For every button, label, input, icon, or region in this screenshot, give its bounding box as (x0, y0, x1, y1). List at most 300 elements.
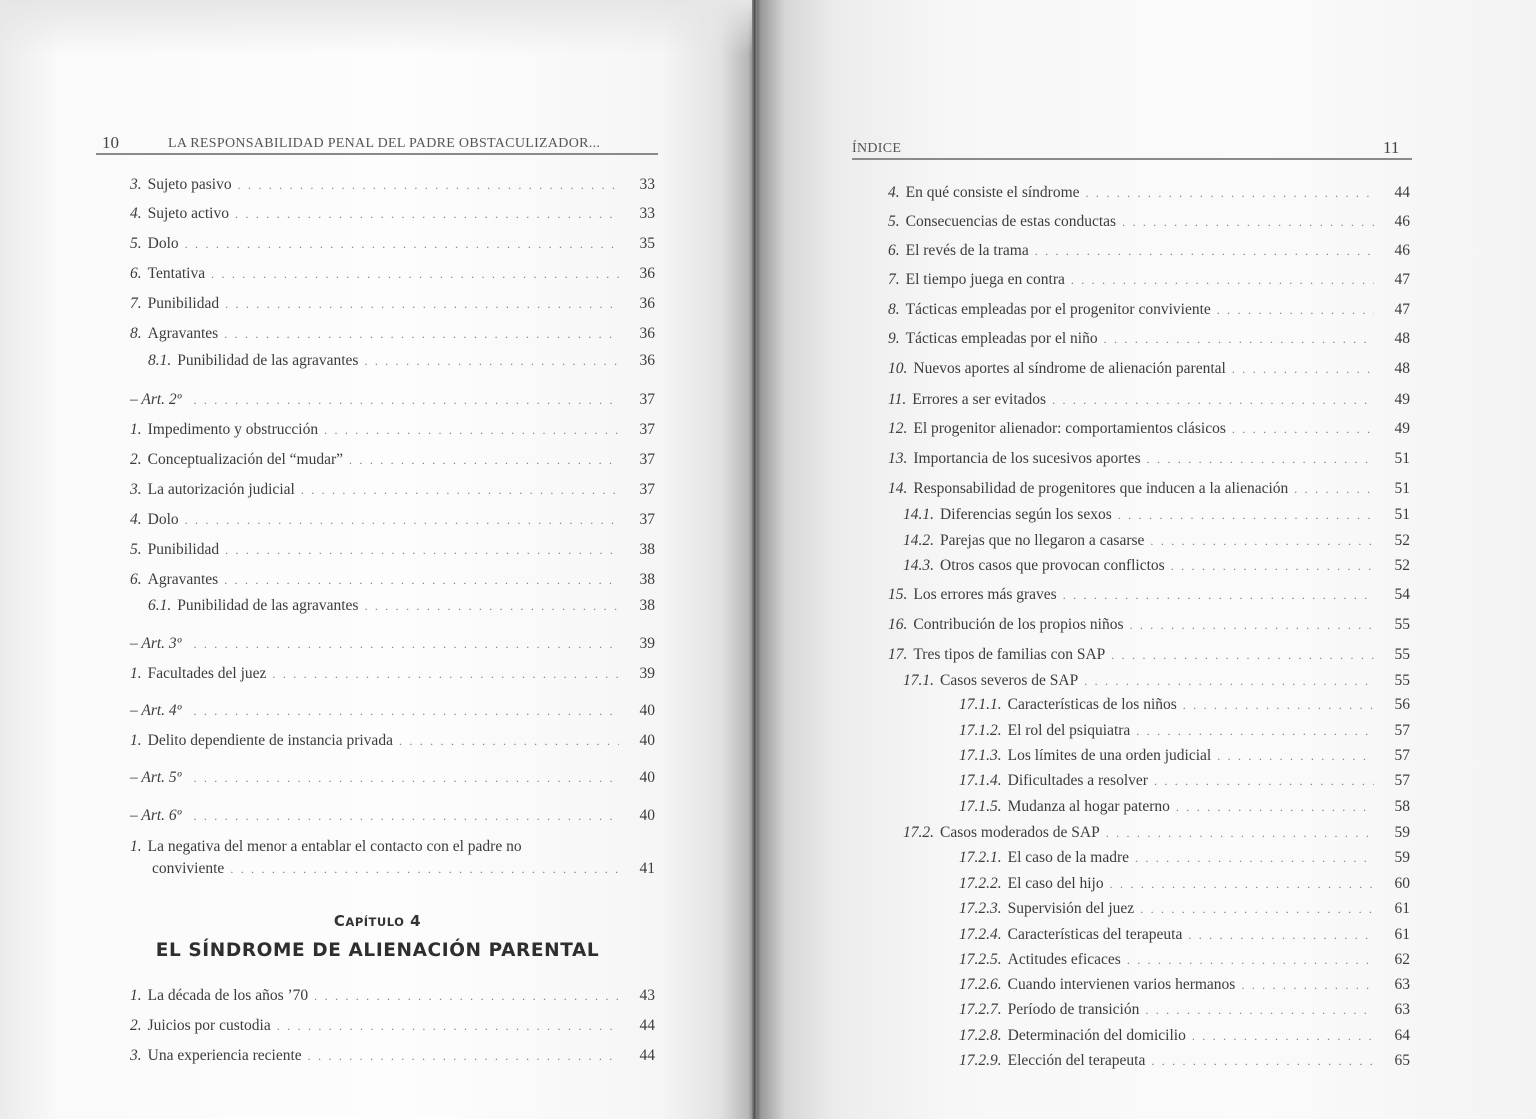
running-head: ÍNDICE (852, 141, 902, 156)
entry-page: 51 (1394, 506, 1410, 523)
entry-label: Parejas que no llegaron a casarse (940, 532, 1145, 549)
entry-number: 1. (130, 732, 142, 749)
scan-shadow (0, 0, 755, 55)
entry-number: 1. (130, 421, 142, 438)
entry-page: 55 (1394, 616, 1410, 633)
entry-page: 61 (1394, 926, 1410, 943)
entry-label: Errores a ser evitados (912, 391, 1047, 408)
leader-dots (193, 771, 619, 786)
toc-entry (959, 875, 1410, 897)
entry-number: 9. (888, 330, 900, 347)
entry-label: Importancia de los sucesivos aportes (913, 450, 1141, 467)
leader-dots (1188, 928, 1374, 943)
toc-entry (130, 665, 655, 687)
entry-label: Dolo (147, 235, 179, 252)
entry-number: 2. (130, 1017, 142, 1034)
entry-label: Diferencias según los sexos (940, 506, 1112, 523)
entry-page: 36 (639, 265, 655, 282)
entry-label: La década de los años ’70 (147, 987, 309, 1004)
entry-number: 17.1.4. (959, 772, 1002, 789)
toc-entry (888, 480, 1410, 502)
entry-page: 57 (1394, 747, 1410, 764)
entry-page: 48 (1394, 360, 1410, 377)
leader-dots (235, 207, 619, 222)
running-head: LA RESPONSABILIDAD PENAL DEL PADRE OBSTACULIZADOR... (168, 136, 601, 151)
entry-page: 46 (1394, 213, 1410, 230)
toc-entry (888, 213, 1410, 235)
entry-number: 11. (888, 391, 907, 408)
leader-dots (1127, 953, 1374, 968)
toc-entry (130, 807, 655, 829)
entry-page: 39 (639, 665, 655, 682)
leader-dots (193, 637, 619, 652)
entry-page: 58 (1394, 798, 1410, 815)
entry-page: 48 (1394, 330, 1410, 347)
toc-entry (130, 176, 655, 198)
toc-entry (888, 242, 1410, 264)
leader-dots (225, 297, 619, 312)
leader-dots (301, 483, 619, 498)
leader-dots (1147, 452, 1374, 467)
left-page (0, 0, 755, 1119)
toc-entry (959, 772, 1410, 794)
toc-entry (130, 295, 655, 317)
toc-entry (959, 900, 1410, 922)
entry-number: 17.2.1. (959, 849, 1002, 866)
leader-dots (1086, 186, 1374, 201)
entry-page: 52 (1394, 557, 1410, 574)
toc-entry (130, 1017, 655, 1039)
toc-entry (130, 391, 655, 413)
leader-dots (1052, 393, 1374, 408)
entry-label: Casos severos de SAP (940, 672, 1079, 689)
toc-entry (959, 1001, 1410, 1023)
leader-dots (193, 393, 619, 408)
leader-dots (1294, 482, 1374, 497)
page-number: 10 (102, 133, 119, 152)
leader-dots (1183, 698, 1374, 713)
toc-entry (130, 732, 655, 754)
entry-label: Características de los niños (1007, 696, 1177, 713)
toc-entry (888, 420, 1410, 442)
entry-number: 8. (130, 325, 142, 342)
toc-entry (888, 271, 1410, 293)
entry-number: 6. (130, 265, 142, 282)
toc-entry (888, 330, 1410, 352)
entry-page: 49 (1394, 391, 1410, 408)
entry-number: 1. (130, 838, 142, 855)
toc-entry (959, 976, 1410, 998)
entry-page: 38 (639, 597, 655, 614)
entry-label: Los límites de una orden judicial (1007, 747, 1212, 764)
entry-number: 6. (888, 242, 900, 259)
leader-dots (272, 667, 619, 682)
toc-entry (903, 557, 1410, 579)
entry-number: 1. (130, 987, 142, 1004)
entry-number: 8. (888, 301, 900, 318)
entry-page: 64 (1394, 1027, 1410, 1044)
entry-label: Actitudes eficaces (1007, 951, 1121, 968)
toc-entry (959, 696, 1410, 718)
entry-page: 49 (1394, 420, 1410, 437)
entry-number: 6.1. (148, 597, 172, 614)
entry-page: 62 (1394, 951, 1410, 968)
toc-entry (959, 1027, 1410, 1049)
entry-label: Mudanza al hogar paterno (1007, 798, 1170, 815)
entry-number: 17.2. (903, 824, 934, 841)
leader-dots (225, 543, 619, 558)
entry-number: 12. (888, 420, 908, 437)
leader-dots (1154, 774, 1374, 789)
entry-label: En qué consiste el síndrome (905, 184, 1080, 201)
toc-entry (959, 849, 1410, 871)
entry-number: 17.2.3. (959, 900, 1002, 917)
leader-dots (224, 573, 619, 588)
entry-page: 37 (639, 391, 655, 408)
entry-label: Dolo (147, 511, 179, 528)
leader-dots (1171, 559, 1374, 574)
entry-number: 4. (130, 511, 142, 528)
entry-number: – Art. 3º (130, 635, 182, 652)
entry-number: 17.2.8. (959, 1027, 1002, 1044)
toc-entry (903, 506, 1410, 528)
leader-dots (1129, 618, 1374, 633)
leader-dots (211, 267, 619, 282)
entry-label: Elección del terapeuta (1007, 1052, 1146, 1069)
page-number: 11 (1383, 138, 1400, 157)
entry-page: 44 (639, 1017, 655, 1034)
entry-label: Juicios por custodia (147, 1017, 271, 1034)
header-rule (852, 158, 1412, 160)
entry-label: Período de transición (1007, 1001, 1140, 1018)
entry-page: 44 (1394, 184, 1410, 201)
chapter-number: 4 (410, 912, 422, 930)
entry-label: Dificultades a resolver (1007, 772, 1148, 789)
entry-number: 3. (130, 481, 142, 498)
entry-number: 6. (130, 571, 142, 588)
entry-page: 40 (639, 732, 655, 749)
entry-number: 4. (888, 184, 900, 201)
entry-number: – Art. 5º (130, 769, 182, 786)
entry-page: 33 (639, 176, 655, 193)
entry-page: 57 (1394, 722, 1410, 739)
toc-entry (130, 838, 655, 882)
entry-number: 7. (888, 271, 900, 288)
entry-label: Responsabilidad de progenitores que inducen a la alienación (913, 480, 1289, 497)
leader-dots (1071, 273, 1374, 288)
entry-label: Tácticas empleadas por el niño (905, 330, 1098, 347)
entry-page: 37 (639, 421, 655, 438)
entry-number: 14. (888, 480, 908, 497)
leader-dots (1104, 332, 1374, 347)
toc-entry (148, 352, 655, 374)
entry-number: 7. (130, 295, 142, 312)
entry-number: 8.1. (148, 352, 172, 369)
toc-entry (130, 635, 655, 657)
leader-dots (364, 599, 619, 614)
entry-label: Tres tipos de familias con SAP (913, 646, 1106, 663)
entry-number: 17.2.6. (959, 976, 1002, 993)
toc-entry (888, 391, 1410, 413)
chapter-title: EL SÍNDROME DE ALIENACIÓN PARENTAL (155, 940, 600, 961)
entry-label: Una experiencia reciente (147, 1047, 302, 1064)
leader-dots (1192, 1029, 1374, 1044)
entry-page: 39 (639, 635, 655, 652)
entry-number: 17.2.7. (959, 1001, 1002, 1018)
entry-page: 36 (639, 295, 655, 312)
entry-page: 65 (1394, 1052, 1410, 1069)
entry-number: 14.3. (903, 557, 934, 574)
entry-label: Agravantes (147, 571, 219, 588)
entry-page: 35 (639, 235, 655, 252)
entry-page: 63 (1394, 976, 1410, 993)
toc-entry (903, 824, 1410, 846)
entry-page: 51 (1394, 480, 1410, 497)
entry-number: 17.1.2. (959, 722, 1002, 739)
entry-label: Consecuencias de estas conductas (905, 213, 1117, 230)
entry-page: 47 (1394, 271, 1410, 288)
leader-dots (1140, 902, 1374, 917)
entry-page: 54 (1394, 586, 1410, 603)
leader-dots (1151, 1054, 1374, 1069)
leader-dots (314, 989, 619, 1004)
entry-number: 17. (888, 646, 908, 663)
entry-number: 14.1. (903, 506, 934, 523)
entry-number: 17.2.9. (959, 1052, 1002, 1069)
entry-label: Cuando intervienen varios hermanos (1007, 976, 1236, 993)
toc-entry (888, 184, 1410, 206)
toc-entry (130, 265, 655, 287)
leader-dots (1217, 303, 1374, 318)
entry-page: 46 (1394, 242, 1410, 259)
chapter-label (100, 912, 655, 930)
entry-number: 15. (888, 586, 908, 603)
toc-entry (888, 616, 1410, 638)
entry-number: 3. (130, 1047, 142, 1064)
toc-entry (130, 511, 655, 533)
leader-dots (324, 423, 619, 438)
leader-dots (185, 513, 619, 528)
leader-dots (185, 237, 619, 252)
entry-label: Agravantes (147, 325, 219, 342)
entry-label: El rol del psiquiatra (1007, 722, 1131, 739)
toc-entry (130, 702, 655, 724)
entry-label: Sujeto activo (147, 205, 229, 222)
toc-entry (130, 541, 655, 563)
leader-dots (1084, 674, 1374, 689)
entry-page: 59 (1394, 849, 1410, 866)
entry-label: Delito dependiente de instancia privada (147, 732, 393, 749)
entry-page: 43 (639, 987, 655, 1004)
toc-entry (903, 672, 1410, 694)
entry-number: 5. (130, 541, 142, 558)
entry-label: Nuevos aportes al síndrome de alienación parental (913, 360, 1226, 377)
entry-number: 17.1.5. (959, 798, 1002, 815)
right-page (755, 0, 1536, 1119)
toc-entry (130, 325, 655, 347)
entry-number: 17.1.1. (959, 696, 1002, 713)
entry-page: 40 (639, 807, 655, 824)
entry-page: 47 (1394, 301, 1410, 318)
entry-page: 57 (1394, 772, 1410, 789)
leader-dots (364, 354, 619, 369)
entry-number: 17.1.3. (959, 747, 1002, 764)
toc-entry (903, 532, 1410, 554)
toc-entry (130, 235, 655, 257)
entry-label: Casos moderados de SAP (940, 824, 1100, 841)
entry-page: 56 (1394, 696, 1410, 713)
leader-dots (399, 734, 619, 749)
entry-number: – Art. 4º (130, 702, 182, 719)
leader-dots (1217, 749, 1374, 764)
entry-page: 36 (639, 352, 655, 369)
leader-dots (193, 704, 619, 719)
toc-entry (130, 769, 655, 791)
toc-entry (148, 597, 655, 619)
leader-dots (1063, 588, 1374, 603)
entry-label: Los errores más graves (913, 586, 1057, 603)
toc-entry (130, 205, 655, 227)
entry-page: 55 (1394, 646, 1410, 663)
toc-entry (959, 951, 1410, 973)
entry-page: 44 (639, 1047, 655, 1064)
entry-page: 61 (1394, 900, 1410, 917)
entry-label: Punibilidad de las agravantes (177, 352, 359, 369)
leader-dots (1150, 534, 1374, 549)
entry-page: 38 (639, 541, 655, 558)
entry-label: Tentativa (147, 265, 206, 282)
entry-label: Punibilidad de las agravantes (177, 597, 359, 614)
entry-label: Determinación del domicilio (1007, 1027, 1186, 1044)
entry-page: 37 (639, 511, 655, 528)
leader-dots (1241, 978, 1374, 993)
toc-entry (130, 1047, 655, 1069)
header-rule (96, 153, 658, 155)
toc-entry (130, 481, 655, 503)
leader-dots (224, 327, 619, 342)
leader-dots (1110, 877, 1374, 892)
chapter-label-smallcaps: APÍTULO (345, 915, 405, 929)
entry-label: Punibilidad (147, 295, 220, 312)
entry-label: Punibilidad (147, 541, 220, 558)
leader-dots (230, 862, 619, 877)
toc-entry (959, 798, 1410, 820)
entry-number: 13. (888, 450, 908, 467)
entry-page: 59 (1394, 824, 1410, 841)
entry-page: 40 (639, 769, 655, 786)
leader-dots (1232, 362, 1374, 377)
entry-page: 60 (1394, 875, 1410, 892)
entry-number: – Art. 2º (130, 391, 182, 408)
toc-entry (130, 421, 655, 443)
leader-dots (1176, 800, 1374, 815)
leader-dots (1035, 244, 1374, 259)
entry-label: La negativa del menor a entablar el contacto con el padre no (147, 838, 522, 855)
toc-entry (888, 450, 1410, 472)
entry-number: 5. (888, 213, 900, 230)
entry-number: 2. (130, 451, 142, 468)
entry-label: El revés de la trama (905, 242, 1029, 259)
leader-dots (1111, 648, 1374, 663)
toc-entry (888, 301, 1410, 323)
entry-number: 17.2.4. (959, 926, 1002, 943)
toc-entry (959, 926, 1410, 948)
entry-page: 63 (1394, 1001, 1410, 1018)
entry-number: 17.1. (903, 672, 934, 689)
toc-entry (888, 646, 1410, 668)
leader-dots (1135, 851, 1374, 866)
entry-page: 37 (639, 481, 655, 498)
entry-number: 17.2.2. (959, 875, 1002, 892)
toc-entry (959, 1052, 1410, 1074)
entry-label: conviviente (152, 860, 225, 877)
chapter-label-prefix: C (333, 912, 346, 930)
entry-number: – Art. 6º (130, 807, 182, 824)
entry-label: El progenitor alienador: comportamientos clásicos (913, 420, 1226, 437)
toc-entry (130, 987, 655, 1009)
entry-page: 52 (1394, 532, 1410, 549)
leader-dots (1136, 724, 1374, 739)
entry-label: La autorización judicial (147, 481, 295, 498)
entry-label: Contribución de los propios niños (913, 616, 1124, 633)
entry-number: 17.2.5. (959, 951, 1002, 968)
entry-number: 3. (130, 176, 142, 193)
toc-entry (130, 451, 655, 473)
leader-dots (193, 809, 619, 824)
entry-label: Características del terapeuta (1007, 926, 1183, 943)
toc-entry (130, 571, 655, 593)
leader-dots (349, 453, 619, 468)
book-gutter (752, 0, 757, 1119)
toc-entry (959, 747, 1410, 769)
entry-page: 36 (639, 325, 655, 342)
entry-number: 1. (130, 665, 142, 682)
entry-number: 4. (130, 205, 142, 222)
entry-page: 55 (1394, 672, 1410, 689)
entry-label: El tiempo juega en contra (905, 271, 1065, 288)
leader-dots (1106, 826, 1374, 841)
entry-number: 16. (888, 616, 908, 633)
entry-page: 38 (639, 571, 655, 588)
entry-label: Tácticas empleadas por el progenitor conviviente (905, 301, 1211, 318)
entry-label: Facultades del juez (147, 665, 267, 682)
entry-page: 33 (639, 205, 655, 222)
entry-label: Otros casos que provocan conflictos (940, 557, 1165, 574)
leader-dots (308, 1049, 619, 1064)
entry-number: 5. (130, 235, 142, 252)
leader-dots (1145, 1003, 1374, 1018)
leader-dots (1122, 215, 1374, 230)
entry-page: 51 (1394, 450, 1410, 467)
leader-dots (1232, 422, 1374, 437)
toc-entry (888, 586, 1410, 608)
entry-label: Supervisión del juez (1007, 900, 1135, 917)
entry-number: 14.2. (903, 532, 934, 549)
entry-page: 41 (639, 860, 655, 877)
leader-dots (277, 1019, 619, 1034)
entry-page: 37 (639, 451, 655, 468)
toc-entry (888, 360, 1410, 382)
entry-page: 40 (639, 702, 655, 719)
leader-dots (238, 178, 619, 193)
entry-label: El caso de la madre (1007, 849, 1129, 866)
leader-dots (1118, 508, 1374, 523)
entry-number: 10. (888, 360, 908, 377)
entry-label: Impedimento y obstrucción (147, 421, 319, 438)
entry-label: Sujeto pasivo (147, 176, 232, 193)
entry-label: Conceptualización del “mudar” (147, 451, 344, 468)
entry-label: El caso del hijo (1007, 875, 1104, 892)
